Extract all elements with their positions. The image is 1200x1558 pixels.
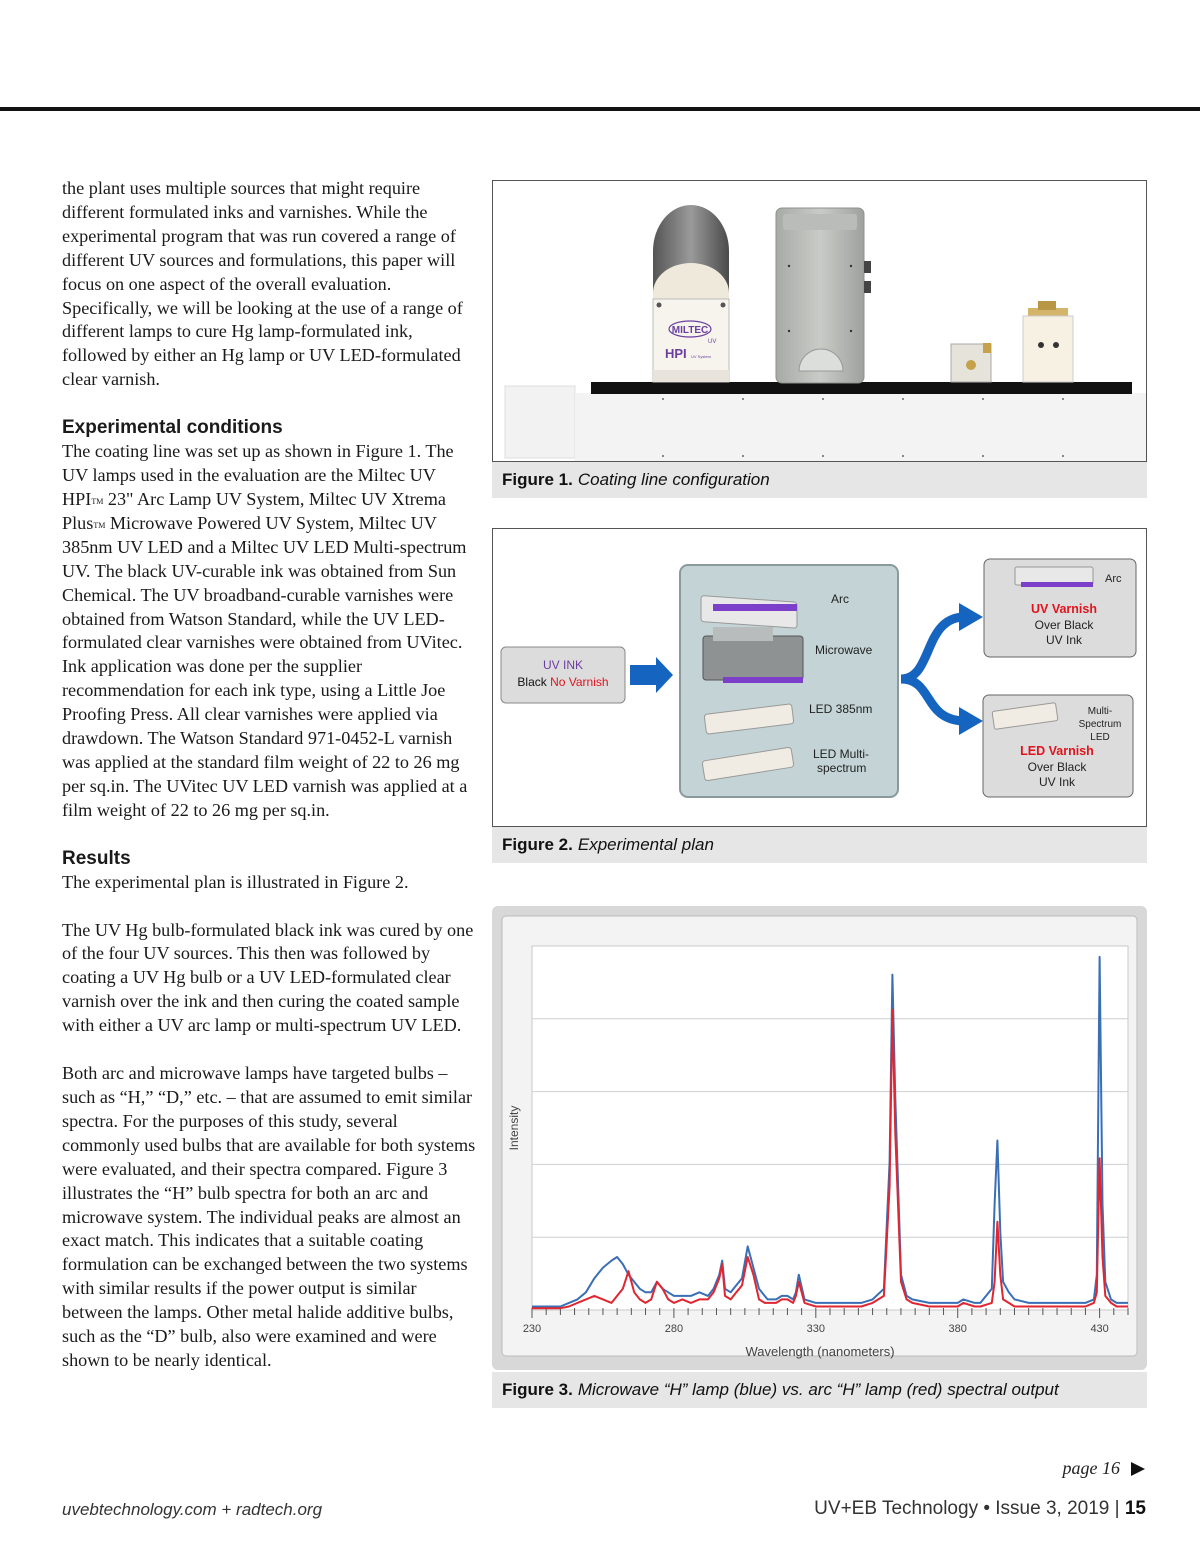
results-heading: Results bbox=[62, 847, 131, 869]
x-tick-label: 380 bbox=[948, 1323, 967, 1335]
arrow-ink-to-lamps bbox=[630, 657, 673, 693]
miltec-logo-text: MILTEC bbox=[671, 325, 709, 336]
svg-text:UV System: UV System bbox=[691, 354, 712, 359]
spectral-output-chart bbox=[492, 906, 1147, 1370]
figure-1 bbox=[492, 180, 1147, 498]
svg-text:Over Black: Over Black bbox=[1027, 760, 1087, 774]
x-tick-label: 430 bbox=[1090, 1323, 1109, 1335]
lamp-led-multi-label-2: spectrum bbox=[817, 761, 867, 775]
figure-3 bbox=[492, 906, 1147, 1408]
svg-text:Spectrum: Spectrum bbox=[1078, 719, 1122, 730]
lamp-arc-label: Arc bbox=[831, 592, 849, 606]
figure-2 bbox=[492, 528, 1147, 863]
output-led-varnish-title: LED Varnish bbox=[1020, 744, 1094, 758]
page-number: 15 bbox=[1124, 1498, 1146, 1519]
x-tick-label: 280 bbox=[664, 1323, 684, 1335]
ink-no-varnish-label: Black No Varnish bbox=[517, 675, 609, 689]
figure-3-chart-frame bbox=[492, 906, 1147, 1370]
led-multi-spectrum-unit bbox=[1023, 301, 1073, 382]
results-paragraph-2: The UV Hg bulb-formulated black ink was cured by one of the four UV sources. This then was followed by coating a UV Hg bulb or a UV LED-formulated clear varnish over the ink and then curing the coated sample with either a UV arc lamp or multi-spectrum UV LED. bbox=[62, 919, 474, 1036]
figure-2-caption: Figure 2. Experimental plan bbox=[492, 827, 1147, 863]
intro-paragraph: the plant uses multiple sources that might require different formulated inks and varnishes. While the experimental program that was run covered a range of different UV sources and formulations, this paper will focus on one aspect of the overall evaluation. Specifically, we will be looking at the use of a range of different lamps to cure Hg lamp-formulated ink, followed by either an Hg lamp or UV LED-formulated clear varnish. bbox=[62, 178, 463, 390]
svg-text:HPI: HPI bbox=[665, 346, 687, 361]
footer-sites: uvebtechnology.com + radtech.org bbox=[62, 1500, 323, 1519]
y-axis-label: Intensity bbox=[507, 1105, 521, 1151]
experimental-conditions-heading: Experimental conditions bbox=[62, 417, 283, 439]
footer-publication: UV+EB Technology • Issue 3, 2019 | 15 bbox=[814, 1498, 1146, 1519]
figure-2-diagram bbox=[492, 528, 1147, 827]
x-tick-label: 330 bbox=[806, 1323, 825, 1335]
microwave-unit bbox=[776, 208, 871, 383]
experimental-paragraph: The coating line was set up as shown in Figure 1. The UV lamps used in the evaluation are the Miltec UV HPI™ 23" Arc Lamp UV System, Miltec UV Xtrema Plus™ Microwave Powered UV System, Miltec UV 385nm UV LED and a Miltec UV LED Multi-spectrum UV. The black UV-curable ink was obtained from Sun Chemical. The UV broadband-curable varnishes were obtained from Watson Standard, while the UV LED-formulated clear varnishes were obtained from UVitec. Ink application was done per the supplier recommendation for each ink type, using a Little Joe Proofing Press. All clear varnishes were applied via drawdown. The Watson Standard 971-0452-L varnish was applied at the standard film weight of 22 to 26 mg per sq.in. The UVitec UV LED varnish was applied at a film weight of 22 to 26 mg per sq.in. bbox=[62, 441, 468, 820]
x-axis-label: Wavelength (nanometers) bbox=[745, 1344, 895, 1359]
plot-area bbox=[532, 946, 1128, 1310]
uv-ink-label: UV INK bbox=[542, 658, 584, 672]
lamp-microwave-label: Microwave bbox=[815, 643, 873, 657]
coating-line-illustration bbox=[493, 181, 1146, 461]
lamp-led-multi-label: LED Multi- bbox=[813, 747, 870, 761]
svg-text:UV: UV bbox=[708, 339, 717, 345]
conveyor-end-panel bbox=[505, 386, 575, 458]
output-arc-lamp-label: Arc bbox=[1105, 573, 1122, 585]
conveyor-table bbox=[575, 393, 1146, 461]
svg-text:Over Black: Over Black bbox=[1034, 618, 1094, 632]
experimental-plan-diagram bbox=[493, 529, 1146, 826]
svg-text:LED: LED bbox=[1090, 732, 1110, 743]
continued-on-page[interactable]: page 16 bbox=[1063, 1458, 1147, 1479]
arrow-to-led-output bbox=[901, 679, 963, 721]
conveyor-belt bbox=[591, 382, 1132, 394]
svg-text:UV Ink: UV Ink bbox=[1038, 775, 1076, 789]
play-arrow-icon bbox=[1130, 1461, 1146, 1477]
arc-lamp-unit bbox=[653, 205, 729, 382]
arrow-to-arc-output bbox=[901, 617, 963, 679]
lamp-led385-label: LED 385nm bbox=[809, 702, 873, 716]
header-rule bbox=[0, 107, 1200, 111]
led-385nm-unit bbox=[951, 343, 991, 382]
results-paragraph-3: Both arc and microwave lamps have targeted bulbs – such as “H,” “D,” etc. – that are assumed to emit similar spectra. For the purposes of this study, several commonly used bulbs that are available for both systems were evaluated, and their spectra compared. Figure 3 illustrates the “H” bulb spectra for both an arc and microwave system. The individual peaks are almost an exact match. This indicates that a suitable coating formulation can be exchanged between the two systems with similar results if the power output is similar between the lamps. Other metal halide additive bulbs, such as the “D” bulb, also were examined and were shown to be nearly identical. bbox=[62, 1063, 476, 1370]
figure-1-image bbox=[492, 180, 1147, 462]
results-paragraph-1: The experimental plan is illustrated in Figure 2. bbox=[62, 871, 409, 892]
x-tick-label: 230 bbox=[522, 1323, 542, 1335]
figure-3-caption: Figure 3. Microwave “H” lamp (blue) vs. arc “H” lamp (red) spectral output bbox=[492, 1372, 1147, 1408]
output-uv-varnish-title: UV Varnish bbox=[1031, 602, 1097, 616]
article-left-column bbox=[62, 177, 477, 1373]
figure-1-caption: Figure 1. Coating line configuration bbox=[492, 462, 1147, 498]
svg-text:UV Ink: UV Ink bbox=[1045, 633, 1083, 647]
svg-text:Multi-: Multi- bbox=[1087, 706, 1113, 717]
